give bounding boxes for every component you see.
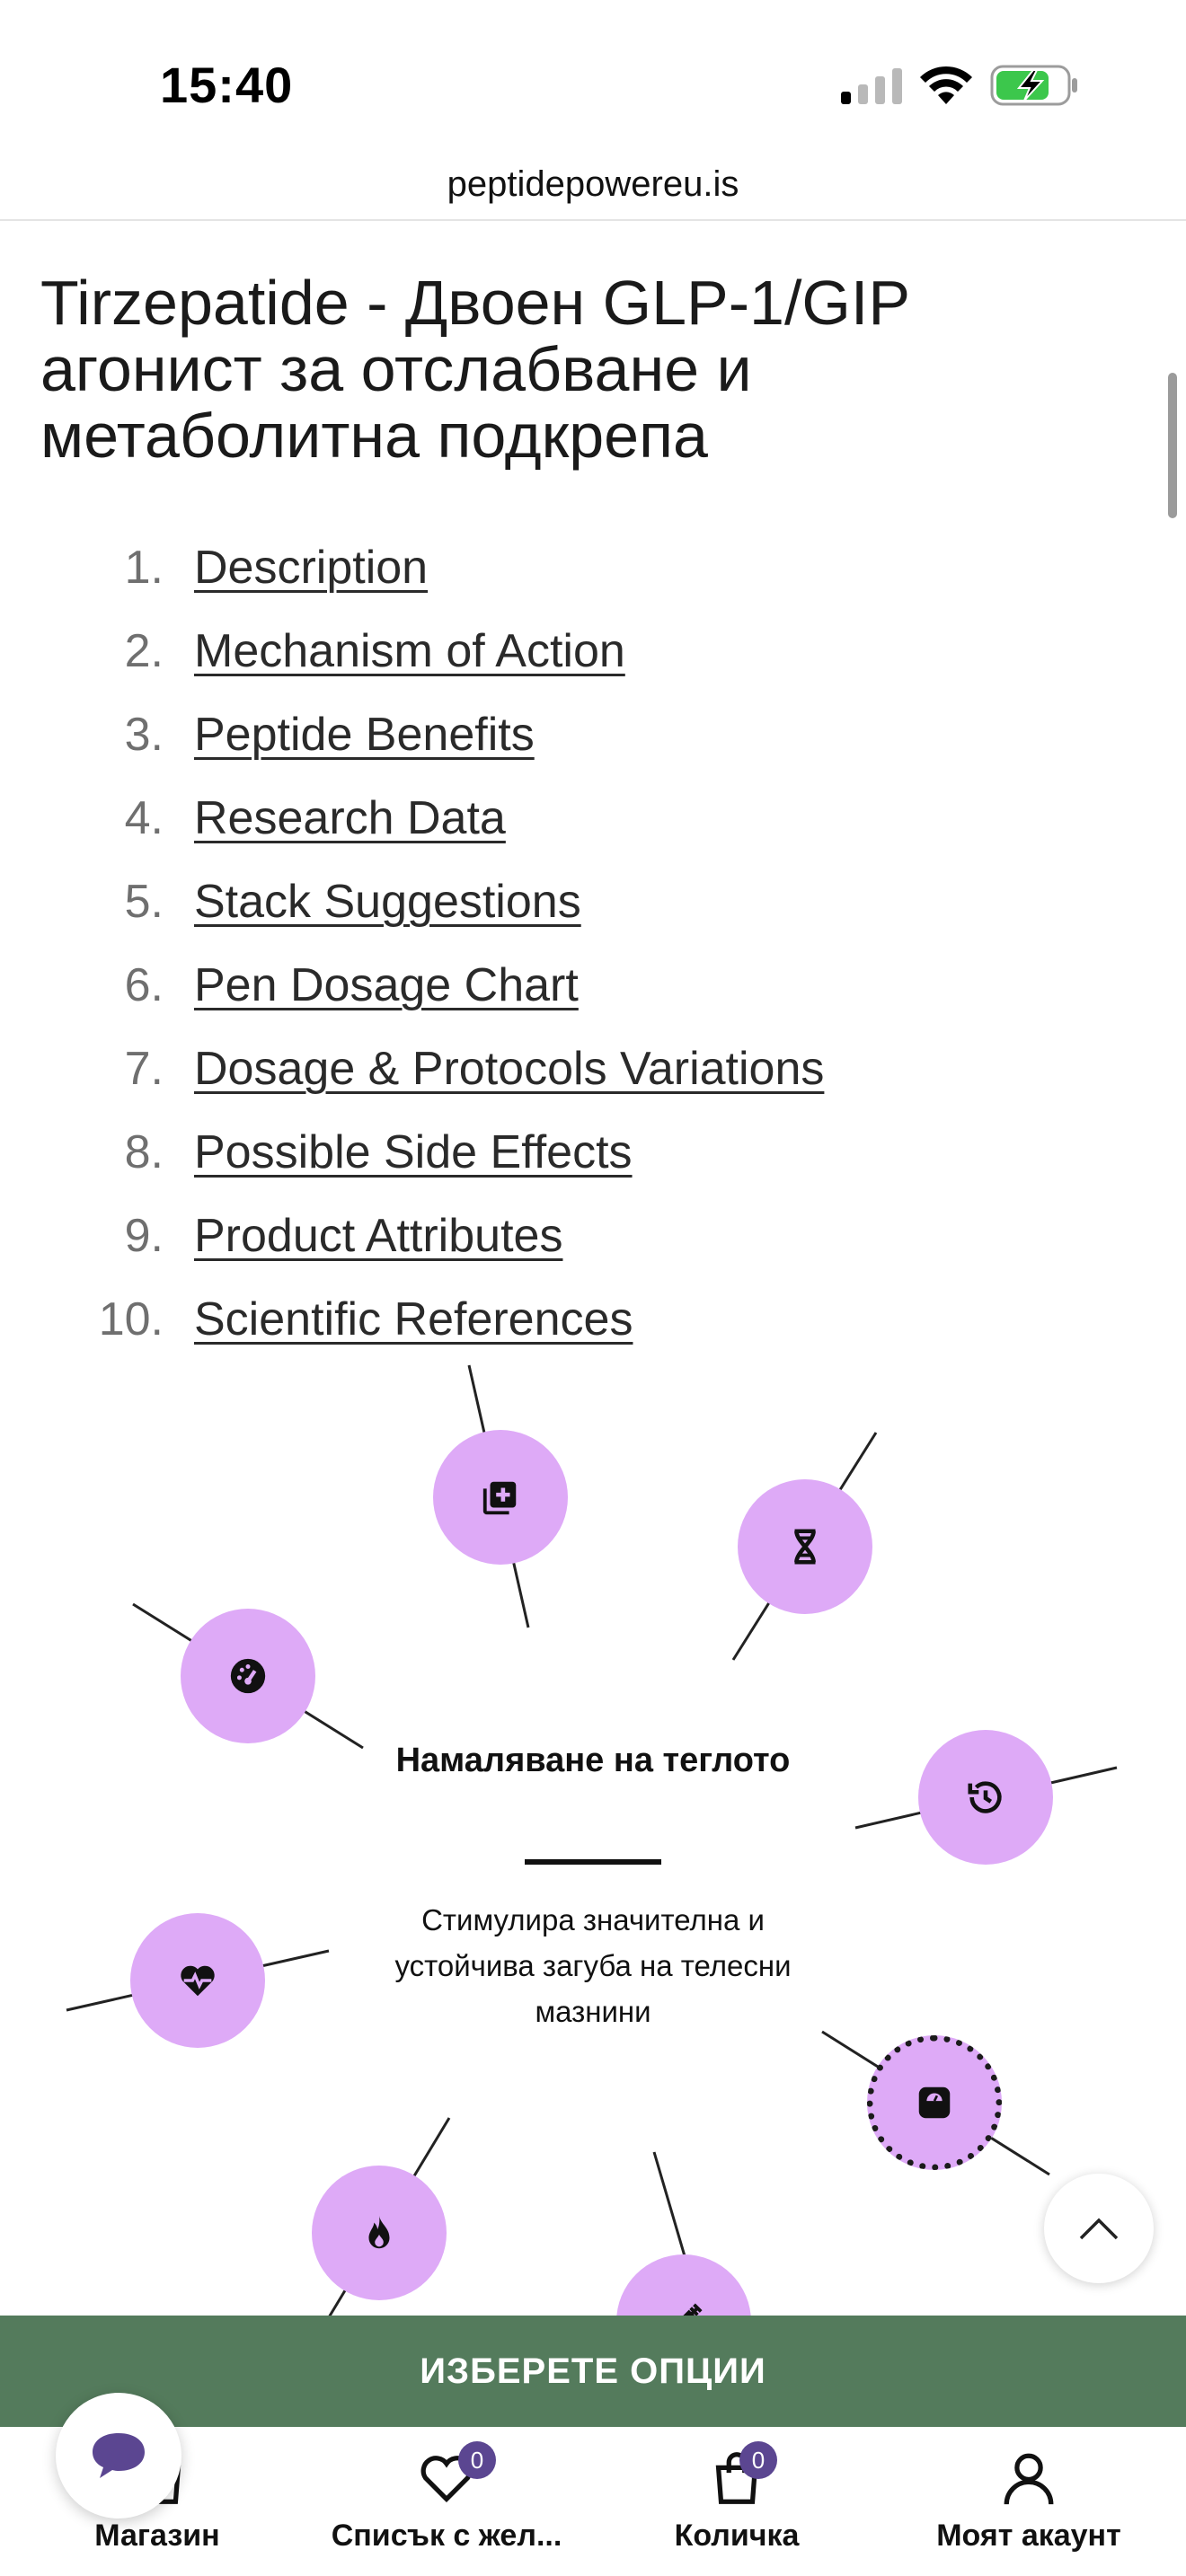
toc-number: 4. [124, 792, 164, 844]
benefit-node-weight-loss[interactable] [867, 2035, 1002, 2170]
select-options-button[interactable] [0, 2316, 1186, 2427]
history-icon [965, 1777, 1006, 1818]
active-benefit-underline [525, 1859, 661, 1865]
toc-number: 10. [98, 1293, 164, 1345]
gauge-icon [227, 1655, 269, 1697]
active-benefit-title: Намаляване на теглото [395, 1742, 791, 1779]
toc-item [0, 864, 1186, 948]
toc-link-description[interactable]: Description [194, 542, 429, 594]
toc-number: 8. [124, 1126, 164, 1178]
toc-link-pen-dosage[interactable]: Pen Dosage Chart [194, 959, 579, 1011]
toc-link-mechanism[interactable]: Mechanism of Action [194, 625, 625, 677]
benefit-node-dna[interactable] [738, 1479, 872, 1614]
nav-shop-label: Магазин [94, 2519, 220, 2553]
nav-cart[interactable] [647, 2427, 827, 2576]
toc-item [0, 1031, 1186, 1115]
chat-button[interactable] [56, 2393, 181, 2519]
nav-wishlist-label: Списък с жел... [331, 2519, 562, 2553]
toc-link-research[interactable]: Research Data [194, 792, 506, 844]
active-benefit-description: Стимулира значителна и устойчива загуба на телесни мазнини [394, 1903, 792, 2028]
page-title: Tirzepatide - Двоен GLP-1/GIP агонист за отслабване и метаболитна подкрепа [40, 268, 909, 471]
toc-number: 5. [124, 876, 164, 928]
nav-wishlist[interactable] [316, 2427, 577, 2576]
toc-item [0, 613, 1186, 697]
toc-item [0, 1198, 1186, 1282]
toc-item [0, 1115, 1186, 1198]
nav-account[interactable] [916, 2427, 1141, 2576]
chevron-up-icon [1077, 2215, 1120, 2242]
toc-link-stack[interactable]: Stack Suggestions [194, 876, 581, 928]
toc-link-references[interactable]: Scientific References [194, 1293, 633, 1345]
scale-icon [914, 2082, 955, 2123]
page-scrollbar[interactable] [1168, 373, 1177, 518]
toc-number: 1. [124, 542, 164, 594]
benefit-node-energy[interactable] [312, 2166, 447, 2300]
browser-url-bar[interactable] [0, 153, 1186, 221]
status-time: 15:40 [160, 57, 294, 113]
toc-link-side-effects[interactable]: Possible Side Effects [194, 1126, 633, 1178]
heart-pulse-icon [177, 1960, 218, 2001]
flame-icon [358, 2212, 400, 2254]
toc-item [0, 697, 1186, 781]
benefit-node-medical[interactable] [433, 1430, 568, 1565]
cart-count-badge: 0 [739, 2441, 777, 2479]
toc-number: 7. [124, 1043, 164, 1095]
nav-account-label: Моят акаунт [936, 2519, 1121, 2553]
table-of-contents [0, 530, 1186, 1365]
chat-bubble-icon [89, 2430, 148, 2482]
toc-number: 6. [124, 959, 164, 1011]
medical-plus-icon [480, 1477, 521, 1518]
battery-charging-icon [990, 65, 1080, 106]
wishlist-count-badge: 0 [458, 2441, 496, 2479]
cellular-signal-icon [841, 68, 902, 104]
back-to-top-button[interactable] [1044, 2174, 1154, 2283]
user-icon [997, 2447, 1060, 2510]
status-bar [0, 0, 1186, 153]
benefit-node-metabolism[interactable] [181, 1609, 315, 1743]
toc-number: 9. [124, 1210, 164, 1262]
toc-link-attributes[interactable]: Product Attributes [194, 1210, 563, 1262]
benefit-node-longevity[interactable] [918, 1730, 1053, 1865]
toc-item [0, 530, 1186, 613]
toc-item [0, 948, 1186, 1031]
toc-link-benefits[interactable]: Peptide Benefits [194, 709, 535, 761]
dna-icon [784, 1526, 826, 1567]
wifi-icon [918, 63, 974, 106]
url-text: peptidepowereu.is [447, 164, 739, 204]
nav-cart-label: Количка [674, 2519, 800, 2553]
toc-link-protocols[interactable]: Dosage & Protocols Variations [194, 1043, 825, 1095]
benefits-wheel [0, 1347, 1186, 2317]
select-options-label: ИЗБЕРЕТЕ ОПЦИИ [420, 2351, 766, 2391]
toc-number: 2. [124, 625, 164, 677]
toc-number: 3. [124, 709, 164, 761]
benefit-node-cardio[interactable] [130, 1913, 265, 2048]
toc-item [0, 781, 1186, 864]
